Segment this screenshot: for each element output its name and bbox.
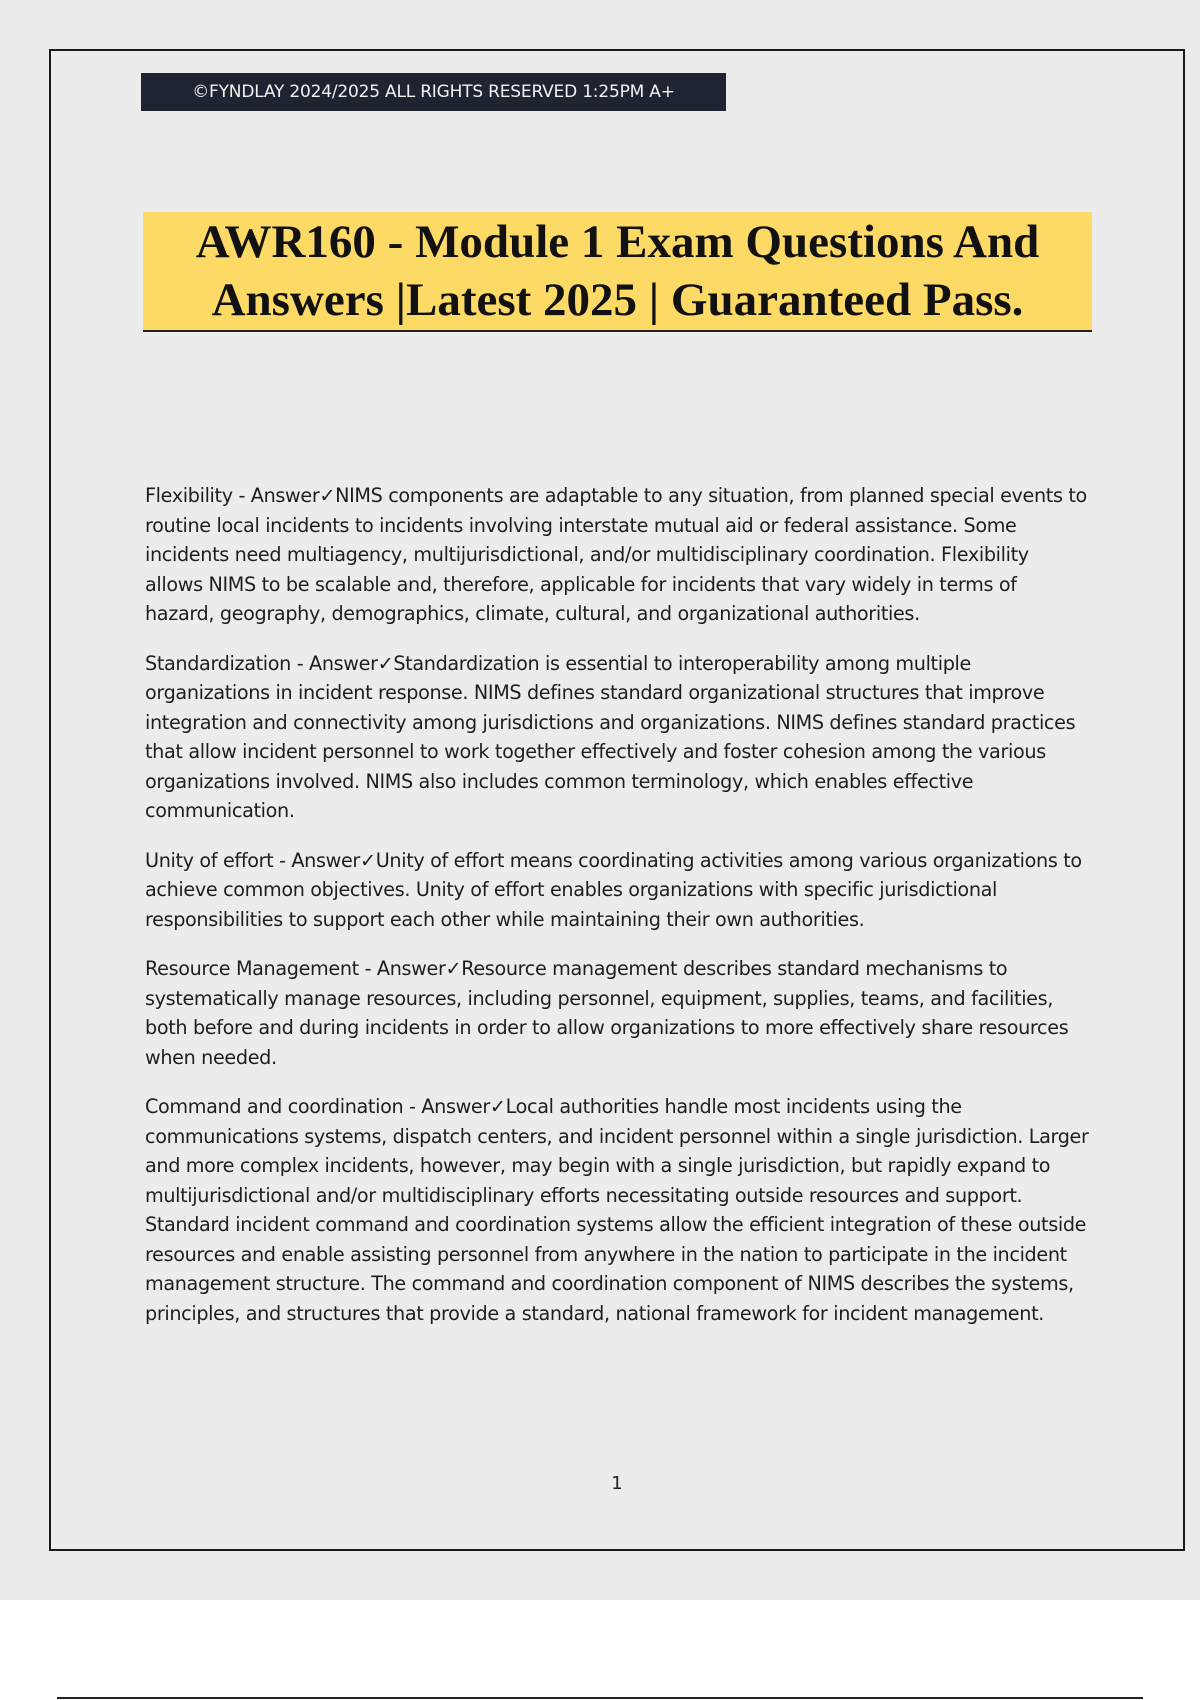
qa-separator: - Answer✓ — [232, 484, 336, 507]
title-line-2: Answers |Latest 2025 | Guaranteed Pass. — [211, 274, 1024, 326]
title-box — [143, 212, 1092, 332]
next-page-divider — [57, 1697, 1143, 1699]
qa-entry-unity-of-effort — [145, 846, 1090, 935]
qa-term: Standardization — [145, 651, 291, 675]
qa-term: Resource Management — [145, 957, 359, 980]
copyright-banner: ©FYNDLAY 2024/2025 ALL RIGHTS RESERVED 1:25PM A+ — [141, 73, 726, 111]
qa-entry-standardization — [145, 649, 1090, 826]
qa-term: Command and coordination — [145, 1095, 404, 1118]
qa-term: Flexibility — [145, 484, 233, 507]
qa-answer: Resource management describes standard mechanisms to systematically manage resources, including personnel, equipment, supplies, teams, and facilities, both before and during incidents in order to allow organizations to more effectively share resources when needed. — [145, 957, 1069, 1069]
page-number: 1 — [611, 1473, 623, 1494]
qa-separator: - Answer✓ — [403, 1095, 506, 1118]
qa-content — [145, 481, 1090, 1348]
qa-answer: Unity of effort means coordinating activities among various organizations to achieve common objectives. Unity of effort enables organizations with specific jurisdictional responsibilities to support each other while maintaining their own authorities. — [145, 848, 1082, 931]
title-line-1: AWR160 - Module 1 Exam Questions And — [195, 216, 1040, 268]
qa-term: Unity of effort — [145, 848, 274, 872]
qa-entry-flexibility — [145, 481, 1090, 629]
qa-answer: Local authorities handle most incidents using the communications systems, dispatch centers, and incident personnel within a single jurisdiction. Larger and more complex incidents, however, may begin with a single jurisdiction, but rapidly expand to multijurisdictional and/or multidisciplinary efforts necessitating outside resources and support. Standard incident command and coordination systems allow the efficient integration of these outside resources and enable assisting personnel from anywhere in the nation to participate in the incident management structure. The command and coordination component of NIMS describes the systems, principles, and structures that provide a standard, national framework for incident management. — [145, 1095, 1089, 1325]
qa-separator: - Answer✓ — [290, 651, 394, 675]
qa-separator: - Answer✓ — [273, 848, 376, 872]
qa-answer: NIMS components are adaptable to any situation, from planned special events to routine local incidents to incidents involving interstate mutual aid or federal assistance. Some incidents need multiagency, multijurisdictional, and/or multidisciplinary coordination. Flexibility allows NIMS to be scalable and, therefore, applicable for incidents that vary widely in terms of hazard, geography, demographics, climate, cultural, and organizational authorities. — [145, 484, 1087, 625]
qa-entry-resource-management — [145, 954, 1090, 1072]
qa-separator: - Answer✓ — [358, 957, 462, 980]
qa-answer: Standardization is essential to interoperability among multiple organizations in incident response. NIMS defines standard organizational structures that improve integration and connectivity among jurisdictions and organizations. NIMS defines standard practices that allow incident personnel to work together effectively and foster cohesion among the various organizations involved. NIMS also includes common terminology, which enables effective communication. — [145, 651, 1076, 822]
qa-entry-command-and-coordination — [145, 1092, 1090, 1328]
document-title — [196, 213, 1040, 329]
